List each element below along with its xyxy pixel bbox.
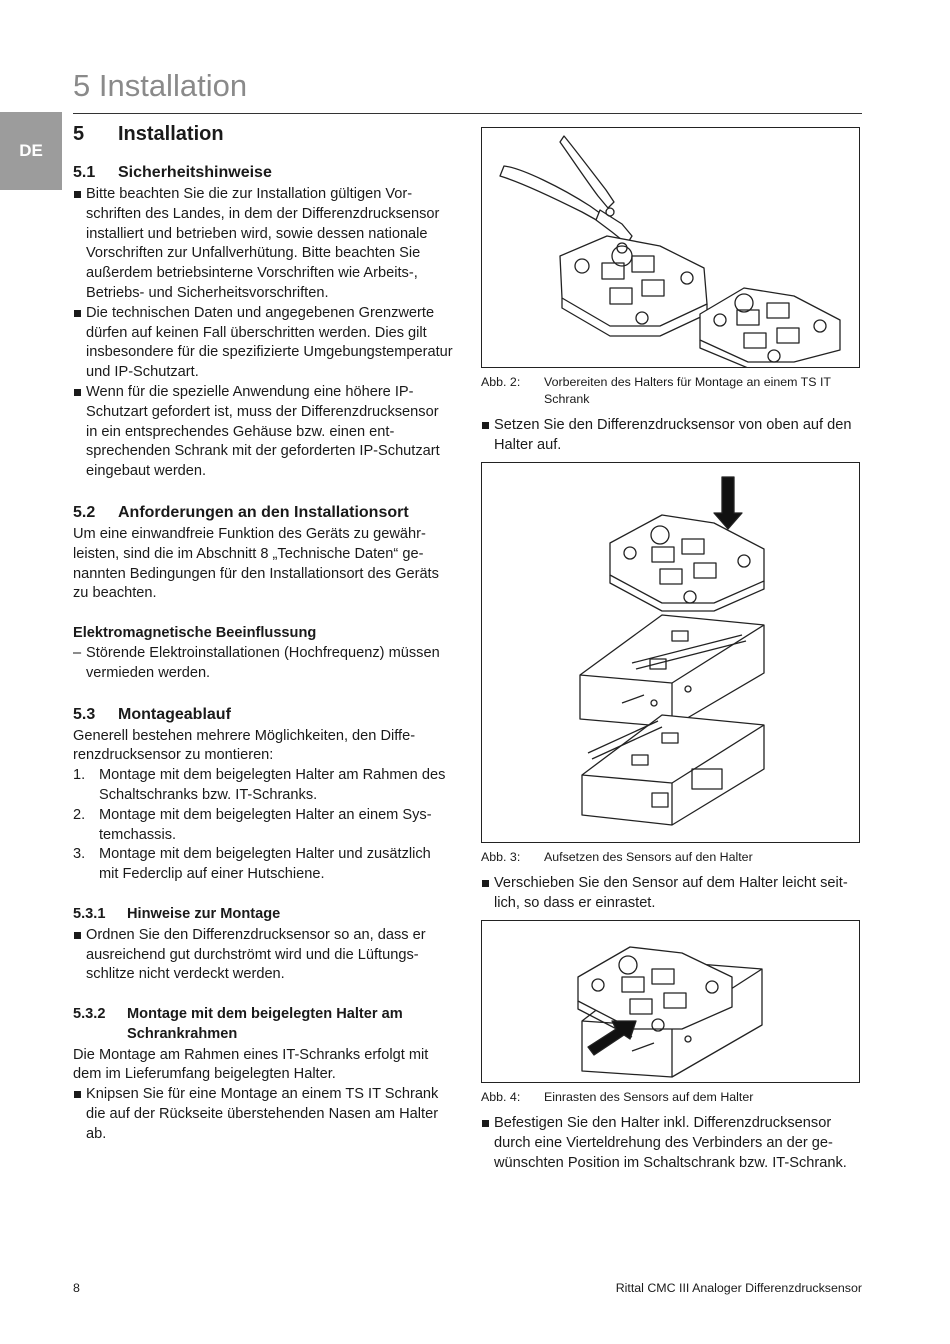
list-item: Knipsen Sie für eine Montage an einem TS IT Schrank die auf der Rückseite überstehenden Nasen am Halter ab. <box>73 1085 453 1144</box>
section-5-3-2-heading: 5.3.2 Montage mit dem beigelegten Halter am Schrankrahmen <box>73 1006 403 1042</box>
list-item: Verschieben Sie den Sensor auf dem Halter leicht seitlich, so dass er einrastet. <box>481 874 862 914</box>
footer-product-name: Rittal CMC III Analoger Differenzdrucksensor <box>615 1281 862 1295</box>
mounting-options-list <box>73 766 453 885</box>
mounting-notes-list <box>73 926 453 985</box>
list-item: Setzen Sie den Differenzdrucksensor von oben auf den Halter auf. <box>481 416 862 456</box>
figure-3-illustration <box>481 462 860 843</box>
set-sensor-instruction <box>481 416 862 456</box>
section-5-2-heading: 5.2 Anforderungen an den Installationsort <box>73 503 409 521</box>
figure-4-caption: Abb. 4: Einrasten des Sensors auf dem Halter <box>481 1089 754 1104</box>
paragraph: Um eine einwandfreie Funktion des Geräts zu gewährleisten, sind die im Abschnitt 8 „Technische Daten“ genannten Bedingungen für den Installationsort des Geräts zu beachten. <box>73 525 439 602</box>
fasten-holder-instruction <box>481 1114 862 1173</box>
section-5-1-heading: 5.1 Sicherheitshinweise <box>73 164 272 181</box>
list-item: 3. Montage mit dem beigelegten Halter und zusätzlich mit Federclip auf einer Hutschiene. <box>73 846 431 883</box>
list-item: Befestigen Sie den Halter inkl. Differenzdrucksensor durch eine Vierteldrehung des Verbinders an der gewünschten Position im Schaltschrank bzw. IT-Schrank. <box>481 1114 862 1173</box>
safety-bullet-list <box>73 185 453 482</box>
figure-4-illustration <box>481 920 860 1083</box>
list-item: 1. Montage mit dem beigelegten Halter am Rahmen des Schaltschranks bzw. IT-Schranks. <box>73 767 446 803</box>
running-head: 5 Installation <box>73 68 248 103</box>
rack-mount-list <box>73 1085 453 1144</box>
paragraph: Generell bestehen mehrere Möglichkeiten, den Differenzdrucksensor zu montieren: <box>73 727 416 764</box>
right-column <box>481 127 862 1174</box>
paragraph: Die Montage am Rahmen eines IT-Schranks erfolgt mit dem im Lieferumfang beigelegten Halter. <box>73 1046 429 1083</box>
figure-2-illustration <box>481 127 860 368</box>
page-number: 8 <box>73 1281 80 1295</box>
chapter-heading: 5 Installation <box>73 123 224 145</box>
emc-dash-list <box>73 644 453 684</box>
section-5-3-heading: 5.3 Montageablauf <box>73 705 231 723</box>
slide-sensor-instruction <box>481 874 862 914</box>
list-item: Wenn für die spezielle Anwendung eine höhere IP-Schutzart gefordert ist, muss der Differenzdrucksensor in ein entsprechendes Gehäuse bzw. einen entsprechenden Schrank mit der geforderten IP-Schutzart eingebaut werden. <box>73 383 453 482</box>
left-column <box>73 120 453 1145</box>
list-item: Bitte beachten Sie die zur Installation gültigen Vorschriften des Landes, in dem der Differenzdrucksensor installiert und betrieben wird, sowie dessen nationale Vorschriften zur Unfallverhütung. Bitte beachten Sie außerdem betriebsinterne Vorschriften wie Arbeits-, Betriebs- und Sicherheitsvorschriften. <box>73 185 453 304</box>
figure-3-caption: Abb. 3: Aufsetzen des Sensors auf den Halter <box>481 849 753 864</box>
language-tab: DE <box>0 112 62 190</box>
emc-subheading: Elektromagnetische Beeinflussung <box>73 625 317 642</box>
section-5-3-1-heading: 5.3.1 Hinweise zur Montage <box>73 905 281 922</box>
figure-2-caption: Abb. 2: Vorbereiten des Halters für Montage an einem TS IT Schrank <box>481 375 831 406</box>
list-item: – Störende Elektroinstallationen (Hochfrequenz) müssen vermieden werden. <box>73 644 453 684</box>
list-item: Ordnen Sie den Differenzdrucksensor so an, dass er ausreichend gut durchströmt wird und die Lüftungsschlitze nicht verdeckt werden. <box>73 926 453 985</box>
header-rule <box>73 113 862 114</box>
list-item: Die technischen Daten und angegebenen Grenzwerte dürfen auf keinen Fall überschritten werden. Dies gilt insbesondere für die spezifizierte Umgebungstemperatur und IP-Schutzart. <box>73 304 453 383</box>
list-item: 2. Montage mit dem beigelegten Halter an einem Systemchassis. <box>73 806 432 843</box>
